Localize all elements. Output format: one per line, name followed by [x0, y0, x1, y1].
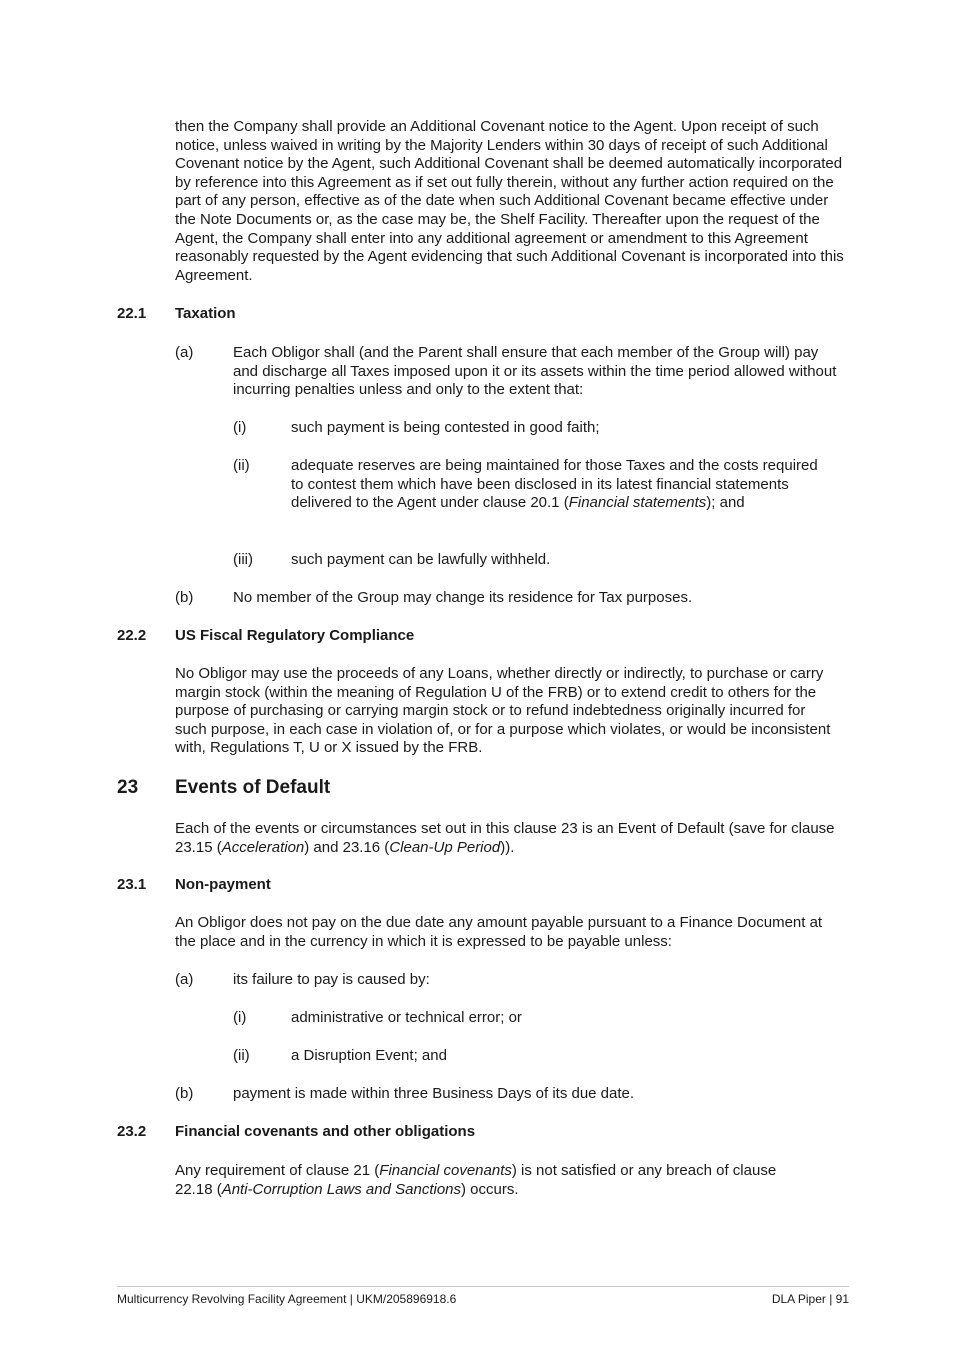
cross-reference-financial-covenants: Financial covenants: [379, 1162, 512, 1179]
clause-23-1-ii-label: (ii): [233, 1047, 250, 1064]
clause-23-1-a-label: (a): [175, 971, 194, 988]
clause-23-number: 23: [117, 777, 139, 798]
clause-22-1-iii-label: (iii): [233, 551, 253, 568]
cross-reference-acceleration: Acceleration: [221, 838, 305, 856]
clause-22-1-b-text: No member of the Group may change its residence for Tax purposes.: [233, 589, 693, 606]
clause-22-1-ii-label: (ii): [233, 457, 250, 474]
clause-23-2-paragraph: Any requirement of clause 21 (Financial covenants) is not satisfied or any breach of clause 22.18 (Anti-Corruption Laws and Sanctions) occurs.: [175, 1162, 777, 1198]
clause-22-1-title: Taxation: [175, 305, 236, 322]
clause-23-1-i-label: (i): [233, 1009, 247, 1026]
cross-reference-anti-corruption: Anti-Corruption Laws and Sanctions: [221, 1180, 461, 1198]
clause-23-paragraph: Each of the events or circumstances set out in this clause 23 is an Event of Default (save for clause 23.15 (Acceleration) and 23.16 (Clean-Up Period)).: [175, 820, 835, 856]
clause-22-2-title: US Fiscal Regulatory Compliance: [175, 627, 415, 644]
clause-23-2-title: Financial covenants and other obligations: [175, 1123, 476, 1140]
clause-22-2-number: 22.2: [117, 627, 147, 644]
clause-23-2-number: 23.2: [117, 1123, 147, 1140]
intro-paragraph: then the Company shall provide an Additional Covenant notice to the Agent. Upon receipt of such notice, unless waived in writing by the Majority Lenders within 30 days of receipt of such Additional Covenant notice by the Agent, such Additional Covenant shall be deemed automatically incorporated by reference into this Agreement as if set out fully therein, without any further action required on the part of any person, effective as of the date when such Additional Covenant became effective under the Note Documents or, as the case may be, the Shelf Facility. Thereafter upon the request of the Agent, the Company shall enter into any additional agreement or amendment to this Agreement reasonably requested by the Agent evidencing that such Additional Covenant is incorporated into this Agreement.: [175, 118, 844, 284]
clause-22-2-paragraph: No Obligor may use the proceeds of any Loans, whether directly or indirectly, to purchase or carry margin stock (within the meaning of Regulation U of the FRB) or to extend credit to others for the purpose of purchasing or carrying margin stock or to refund indebtedness originally incurred for such purpose, in each case in violation of, or for a purpose which violates, or would be inconsistent with, Regulations T, U or X issued by the FRB.: [175, 665, 831, 757]
clause-22-1-iii-text: such payment can be lawfully withheld.: [291, 551, 551, 568]
clause-23-title: Events of Default: [175, 777, 331, 798]
clause-22-1-a-label: (a): [175, 344, 194, 361]
footer-page-number: DLA Piper | 91: [771, 1292, 849, 1306]
clause-23-1-i-text: administrative or technical error; or: [291, 1009, 522, 1026]
clause-23-1-paragraph: An Obligor does not pay on the due date any amount payable pursuant to a Finance Document at the place and in the currency in which it is expressed to be payable unless:: [175, 914, 823, 950]
clause-23-1-ii-text: a Disruption Event; and: [291, 1047, 447, 1064]
footer-divider: [117, 1286, 849, 1287]
cross-reference-financial-statements: Financial statements: [568, 494, 707, 512]
clause-23-1-b-text: payment is made within three Business Days of its due date.: [233, 1085, 635, 1102]
clause-22-1-number: 22.1: [117, 305, 147, 322]
clause-23-1-number: 23.1: [117, 876, 147, 893]
clause-22-1-i-text: such payment is being contested in good faith;: [291, 419, 600, 436]
clause-22-1-b-label: (b): [175, 589, 194, 606]
clause-23-1-b-label: (b): [175, 1085, 194, 1102]
clause-23-1-title: Non-payment: [175, 876, 271, 893]
footer-document-title: Multicurrency Revolving Facility Agreement | UKM/205896918.6: [117, 1292, 457, 1306]
clause-22-1-a-text: Each Obligor shall (and the Parent shall ensure that each member of the Group will) pay and discharge all Taxes imposed upon it or its assets within the time period allowed without incurring penalties unless and only to the extent that:: [233, 344, 837, 399]
clause-22-1-ii-text: adequate reserves are being maintained for those Taxes and the costs required to contest them which have been disclosed in its latest financial statements delivered to the Agent under clause 20.1 (Financial statements); and: [291, 457, 818, 512]
clause-23-1-a-text: its failure to pay is caused by:: [233, 971, 430, 988]
clause-22-1-i-label: (i): [233, 419, 247, 436]
cross-reference-clean-up-period: Clean-Up Period: [389, 838, 501, 856]
